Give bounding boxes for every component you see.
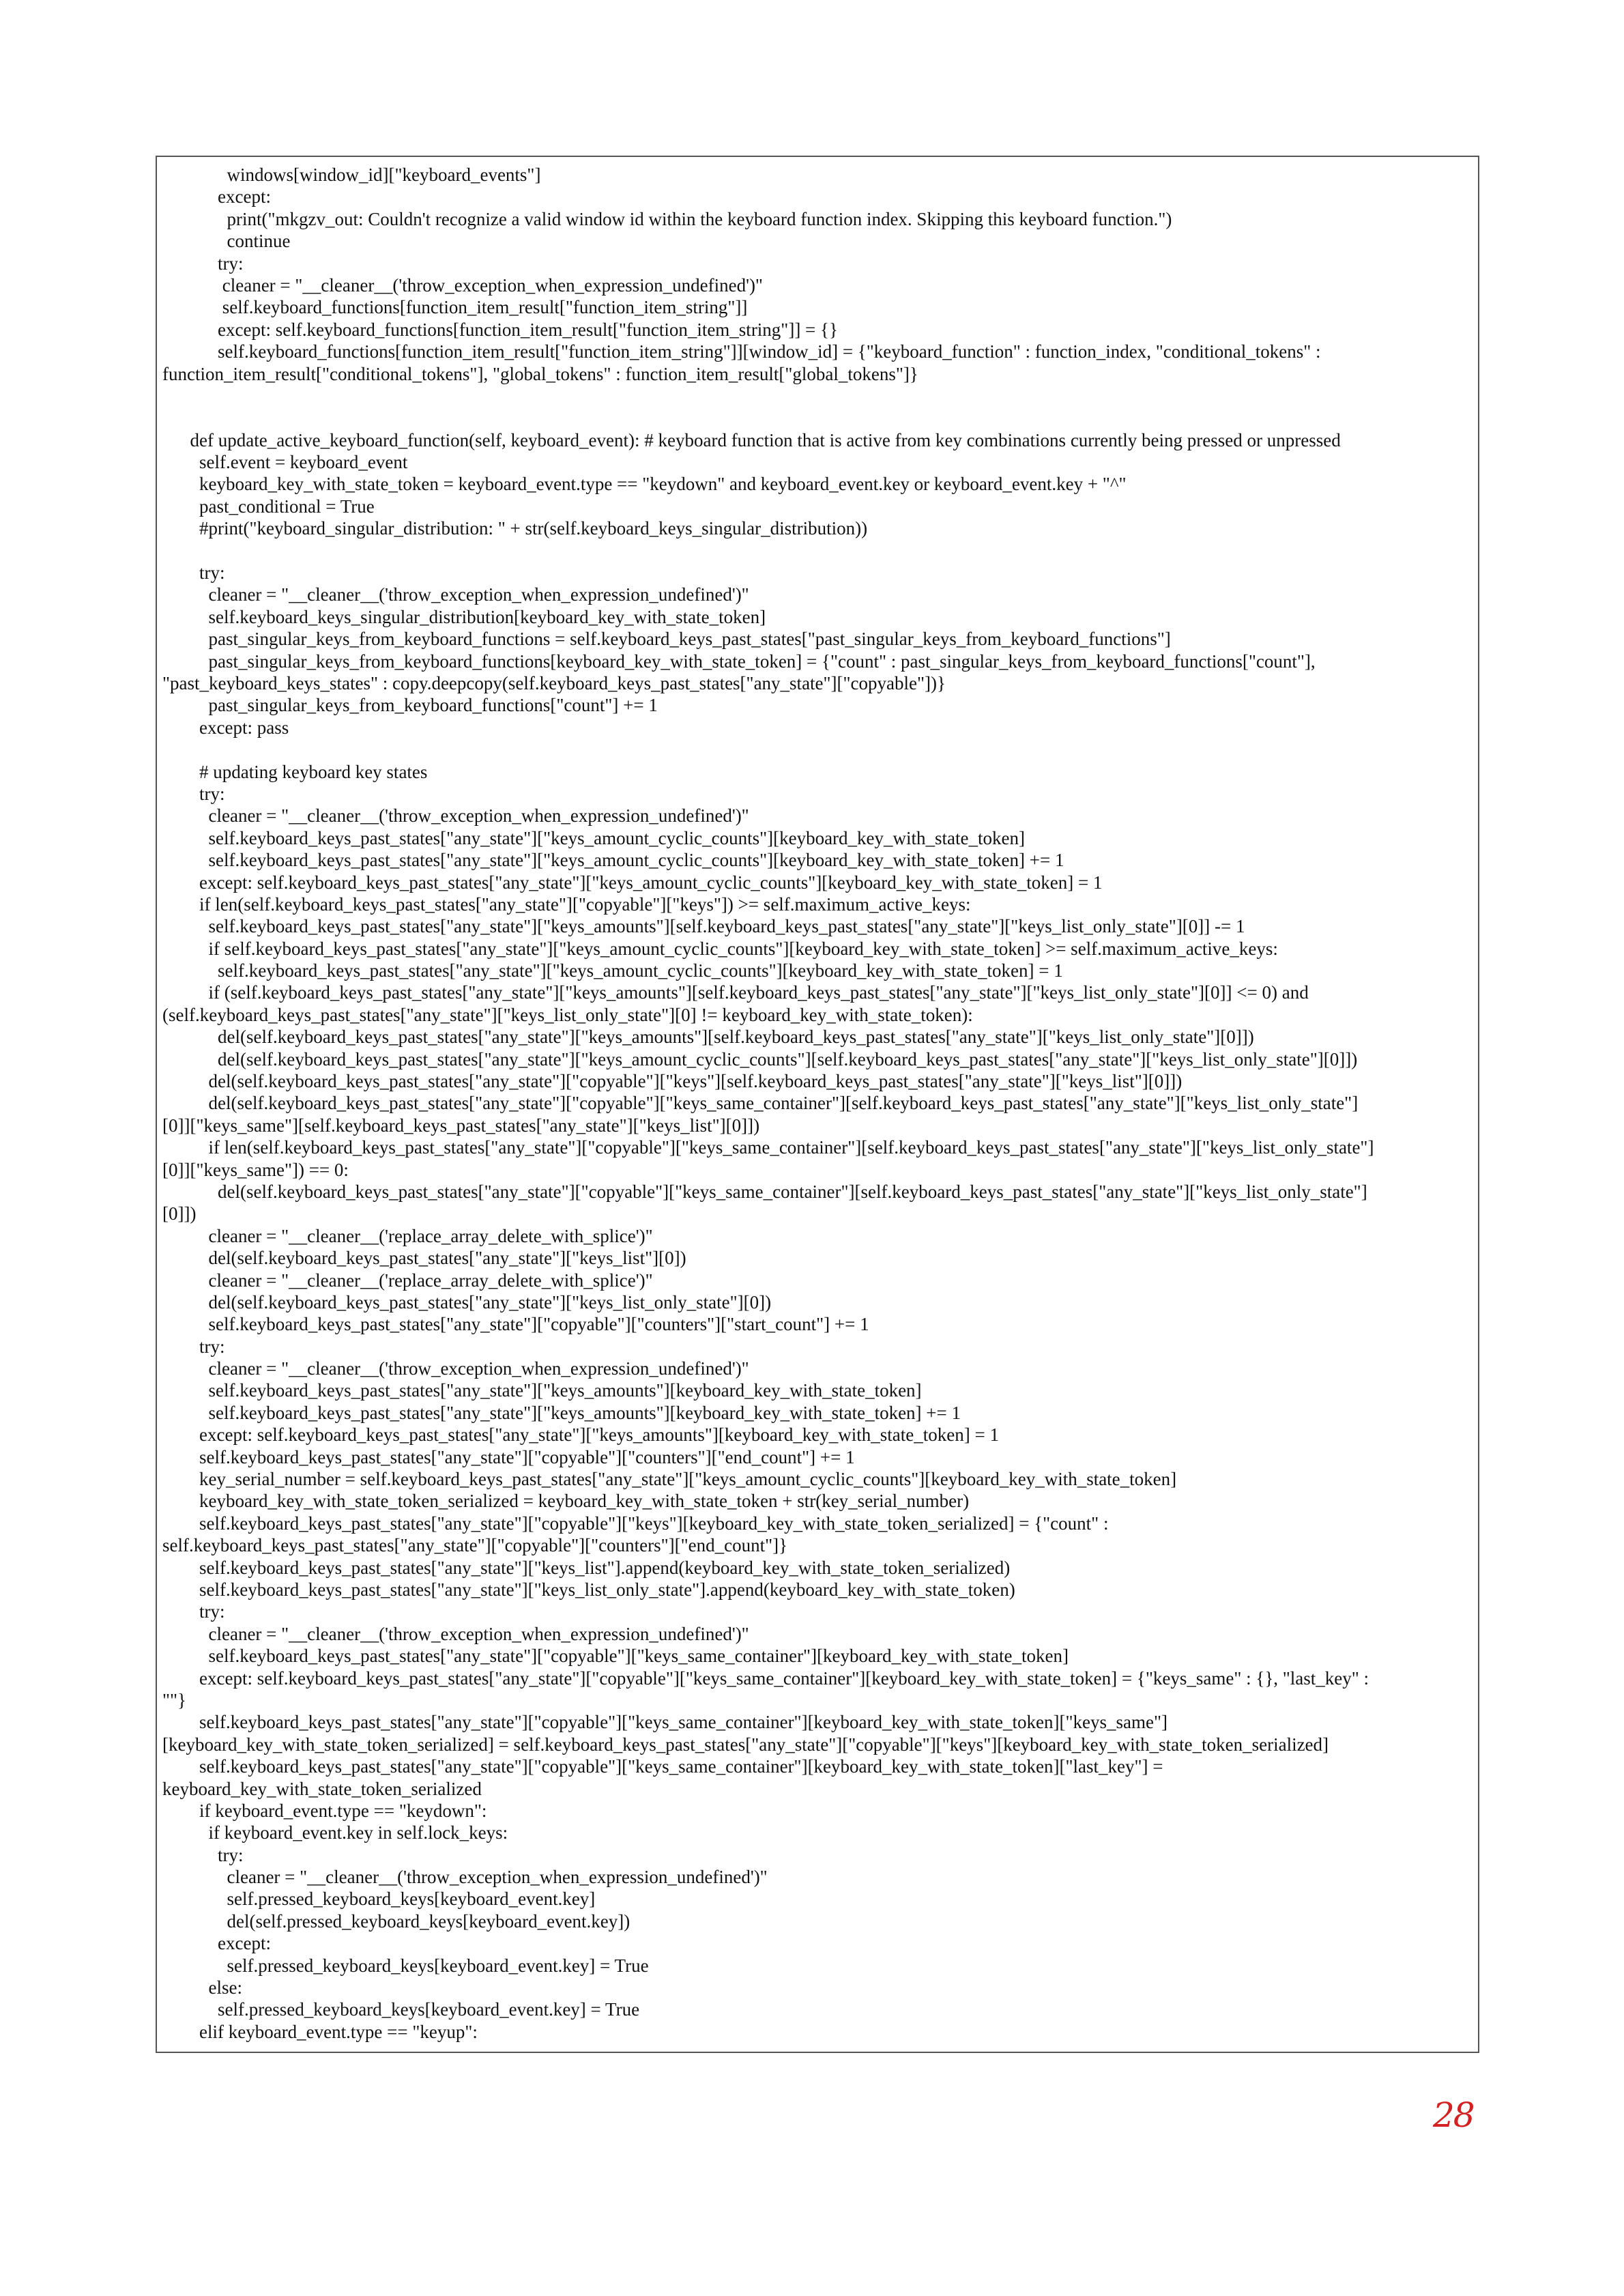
- code-line: elif keyboard_event.type == "keyup":: [162, 2021, 478, 2042]
- code-line: [keyboard_key_with_state_token_serialized] = self.keyboard_keys_past_states["any_state"]["copyable"]["keys"][keyboard_key_with_state_token_serialized]: [162, 1734, 1329, 1755]
- code-line: self.keyboard_keys_past_states["any_state"]["copyable"]["keys"][keyboard_key_with_state_token_serialized] = {"count" :: [162, 1512, 1109, 1534]
- code-line: if (self.keyboard_keys_past_states["any_state"]["keys_amounts"][self.keyboard_keys_past_states["any_state"]["keys_list_only_state"][0]] <= 0) and: [162, 982, 1309, 1003]
- code-line: continue: [162, 231, 291, 252]
- code-line: del(self.keyboard_keys_past_states["any_state"]["keys_amount_cyclic_counts"][self.keyboard_keys_past_states["any_state"]["keys_list_only_state"][0]]): [162, 1048, 1358, 1070]
- code-line: cleaner = "__cleaner__('throw_exception_when_expression_undefined')": [162, 1867, 768, 1888]
- code-line: del(self.pressed_keyboard_keys[keyboard_event.key]): [162, 1910, 630, 1932]
- code-line: past_singular_keys_from_keyboard_functions[keyboard_key_with_state_token] = {"count" : past_singular_keys_from_keyboard_functions["count"],: [162, 650, 1316, 672]
- code-line: self.keyboard_keys_past_states["any_state"]["copyable"]["counters"]["end_count"] += 1: [162, 1446, 855, 1467]
- code-line: past_conditional = True: [162, 496, 375, 517]
- code-line: cleaner = "__cleaner__('throw_exception_when_expression_undefined')": [162, 805, 749, 827]
- code-line: self.keyboard_keys_past_states["any_state"]["copyable"]["counters"]["end_count"]}: [162, 1535, 788, 1556]
- code-line: self.keyboard_keys_past_states["any_state"]["keys_amounts"][keyboard_key_with_state_token]: [162, 1380, 922, 1401]
- code-line: else:: [162, 1977, 242, 1998]
- code-line: [162, 385, 1466, 407]
- code-line: except: pass: [162, 717, 289, 738]
- code-line: try:: [162, 783, 225, 804]
- code-line: "past_keyboard_keys_states" : copy.deepcopy(self.keyboard_keys_past_states["any_state"]["copyable"])}: [162, 672, 946, 693]
- code-line: cleaner = "__cleaner__('replace_array_delete_with_splice')": [162, 1269, 653, 1291]
- code-line: if self.keyboard_keys_past_states["any_state"]["keys_amount_cyclic_counts"][keyboard_key_with_state_token] >= self.maximum_active_keys:: [162, 938, 1278, 959]
- code-line: cleaner = "__cleaner__('replace_array_delete_with_splice')": [162, 1225, 653, 1246]
- code-line: self.keyboard_keys_past_states["any_state"]["copyable"]["keys_same_container"][keyboard_key_with_state_token]: [162, 1646, 1069, 1667]
- code-line: try:: [162, 562, 225, 584]
- code-line: self.keyboard_keys_past_states["any_state"]["keys_list"].append(keyboard_key_with_state_token_serialized): [162, 1557, 1011, 1578]
- page-number: 28: [1433, 2095, 1474, 2135]
- code-line: if keyboard_event.type == "keydown":: [162, 1800, 487, 1821]
- code-line: if len(self.keyboard_keys_past_states["any_state"]["copyable"]["keys_same_container"][self.keyboard_keys_past_states["any_state"]["keys_list_only_state"]: [162, 1137, 1374, 1158]
- code-line: del(self.keyboard_keys_past_states["any_state"]["keys_list"][0]): [162, 1248, 686, 1269]
- code-line: keyboard_key_with_state_token_serialized: [162, 1778, 482, 1799]
- code-line: del(self.keyboard_keys_past_states["any_state"]["copyable"]["keys_same_container"][self.keyboard_keys_past_states["any_state"]["keys_list_only_state"]: [162, 1093, 1359, 1114]
- code-line: cleaner = "__cleaner__('throw_exception_when_expression_undefined')": [162, 1623, 749, 1644]
- code-line: ""}: [162, 1689, 187, 1710]
- code-line: if keyboard_event.key in self.lock_keys:: [162, 1822, 508, 1843]
- code-line: if len(self.keyboard_keys_past_states["any_state"]["copyable"]["keys"]) >= self.maximum_active_keys:: [162, 893, 971, 915]
- code-line: self.keyboard_keys_past_states["any_state"]["keys_amount_cyclic_counts"][keyboard_key_with_state_token] += 1: [162, 850, 1064, 871]
- code-line: self.event = keyboard_event: [162, 452, 408, 473]
- code-line: keyboard_key_with_state_token_serialized = keyboard_key_with_state_token + str(key_serial_number): [162, 1491, 970, 1512]
- code-line: except: self.keyboard_functions[function_item_result["function_item_string"]] = {}: [162, 319, 838, 340]
- code-line: past_singular_keys_from_keyboard_functions["count"] += 1: [162, 695, 658, 716]
- code-line: [162, 540, 1466, 562]
- code-line: try:: [162, 253, 244, 274]
- code-line: past_singular_keys_from_keyboard_functions = self.keyboard_keys_past_states["past_singular_keys_from_keyboard_functions"]: [162, 629, 1171, 650]
- code-line: self.pressed_keyboard_keys[keyboard_event.key]: [162, 1889, 596, 1910]
- code-line: key_serial_number = self.keyboard_keys_past_states["any_state"]["keys_amount_cyclic_counts"][keyboard_key_with_state_token]: [162, 1469, 1177, 1490]
- code-line: cleaner = "__cleaner__('throw_exception_when_expression_undefined')": [162, 584, 749, 605]
- code-line: self.keyboard_functions[function_item_result["function_item_string"]]: [162, 297, 748, 318]
- code-line: windows[window_id]["keyboard_events"]: [162, 164, 541, 185]
- code-line: self.keyboard_keys_past_states["any_state"]["keys_list_only_state"].append(keyboard_key_with_state_token): [162, 1579, 1015, 1600]
- code-line: function_item_result["conditional_tokens"], "global_tokens" : function_item_result["global_tokens"]}: [162, 363, 918, 384]
- code-line: self.keyboard_keys_past_states["any_state"]["copyable"]["counters"]["start_count"] += 1: [162, 1314, 869, 1335]
- code-line: del(self.keyboard_keys_past_states["any_state"]["keys_list_only_state"][0]): [162, 1291, 772, 1312]
- code-line: # updating keyboard key states: [162, 761, 428, 782]
- code-line: print("mkgzv_out: Couldn't recognize a valid window id within the keyboard function index. Skipping this keyboard function."): [162, 208, 1172, 229]
- code-line: self.keyboard_keys_past_states["any_state"]["copyable"]["keys_same_container"][keyboard_key_with_state_token]["keys_same"]: [162, 1712, 1168, 1733]
- code-line: try:: [162, 1601, 225, 1622]
- code-line: except:: [162, 1933, 271, 1954]
- code-line: [0]]["keys_same"]) == 0:: [162, 1159, 349, 1180]
- code-line: self.keyboard_keys_past_states["any_state"]["copyable"]["keys_same_container"][keyboard_key_with_state_token]["last_key"] =: [162, 1756, 1163, 1777]
- code-line: del(self.keyboard_keys_past_states["any_state"]["copyable"]["keys_same_container"][self.keyboard_keys_past_states["any_state"]["keys_list_only_state"]: [162, 1181, 1367, 1202]
- code-line: self.keyboard_keys_singular_distribution[keyboard_key_with_state_token]: [162, 606, 766, 627]
- code-line: (self.keyboard_keys_past_states["any_state"]["keys_list_only_state"][0] != keyboard_key_with_state_token):: [162, 1004, 973, 1025]
- code-line: try:: [162, 1844, 244, 1865]
- code-line: cleaner = "__cleaner__('throw_exception_when_expression_undefined')": [162, 1358, 749, 1379]
- code-line: except: self.keyboard_keys_past_states["any_state"]["keys_amounts"][keyboard_key_with_state_token] = 1: [162, 1424, 999, 1446]
- code-line: self.keyboard_keys_past_states["any_state"]["keys_amounts"][keyboard_key_with_state_token] += 1: [162, 1402, 961, 1423]
- code-line: def update_active_keyboard_function(self, keyboard_event): # keyboard function that is active from key combinations currently being pressed or unpressed: [162, 429, 1341, 450]
- code-line: [162, 738, 1466, 760]
- code-line: self.keyboard_functions[function_item_result["function_item_string"]][window_id] = {"keyboard_function" : function_index, "conditional_tokens" :: [162, 341, 1321, 362]
- code-line: self.pressed_keyboard_keys[keyboard_event.key] = True: [162, 1999, 640, 2020]
- code-line: except: self.keyboard_keys_past_states["any_state"]["copyable"]["keys_same_container"][keyboard_key_with_state_token] = {"keys_same" : {}, "last_key" :: [162, 1667, 1369, 1689]
- code-listing: [162, 164, 1466, 2043]
- code-line: except: self.keyboard_keys_past_states["any_state"]["keys_amount_cyclic_counts"][keyboard_key_with_state_token] = 1: [162, 872, 1103, 893]
- code-line: [0]]["keys_same"][self.keyboard_keys_past_states["any_state"]["keys_list"][0]]): [162, 1115, 760, 1136]
- code-line: try:: [162, 1336, 225, 1357]
- code-line: self.keyboard_keys_past_states["any_state"]["keys_amount_cyclic_counts"][keyboard_key_with_state_token]: [162, 827, 1025, 848]
- code-line: self.keyboard_keys_past_states["any_state"]["keys_amounts"][self.keyboard_keys_past_states["any_state"]["keys_list_only_state"][0]] -= 1: [162, 916, 1245, 937]
- code-line: cleaner = "__cleaner__('throw_exception_when_expression_undefined')": [162, 274, 763, 296]
- code-line: [162, 407, 1466, 429]
- code-line: self.keyboard_keys_past_states["any_state"]["keys_amount_cyclic_counts"][keyboard_key_with_state_token] = 1: [162, 960, 1063, 981]
- code-line: except:: [162, 186, 271, 207]
- code-line: del(self.keyboard_keys_past_states["any_state"]["copyable"]["keys"][self.keyboard_keys_past_states["any_state"]["keys_list"][0]]): [162, 1071, 1183, 1092]
- code-line: #print("keyboard_singular_distribution: " + str(self.keyboard_keys_singular_distribution)): [162, 518, 868, 539]
- code-line: del(self.keyboard_keys_past_states["any_state"]["keys_amounts"][self.keyboard_keys_past_states["any_state"]["keys_list_only_state"][0]]): [162, 1027, 1254, 1048]
- code-line: self.pressed_keyboard_keys[keyboard_event.key] = True: [162, 1955, 649, 1976]
- code-line: keyboard_key_with_state_token = keyboard_event.type == "keydown" and keyboard_event.key or keyboard_event.key + "^": [162, 474, 1127, 495]
- code-line: [0]]): [162, 1203, 197, 1224]
